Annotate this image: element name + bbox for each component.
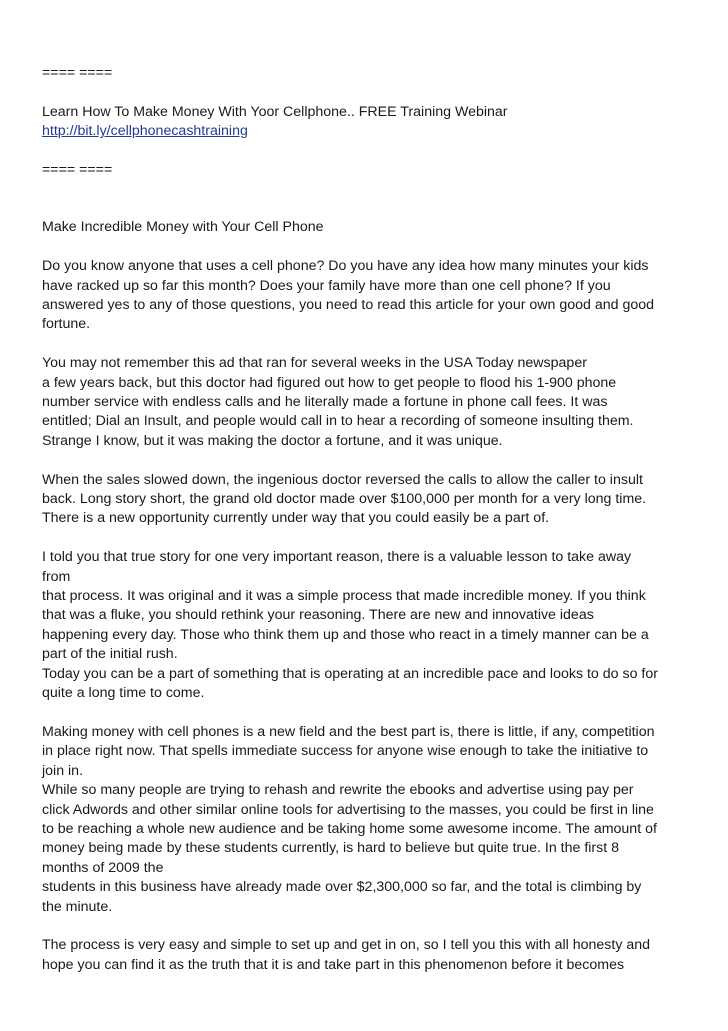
paragraph-line: You may not remember this ad that ran for several weeks in the USA Today newspaper xyxy=(42,355,587,372)
paragraph-line: students in this business have already made over $2,300,000 so far, and the total is climbing by xyxy=(42,879,642,896)
paragraph-line: fortune. xyxy=(42,316,91,333)
paragraph-line: There is a new opportunity currently under way that you could easily be a part of. xyxy=(42,510,550,527)
article-paragraph xyxy=(42,354,692,451)
promo-link[interactable]: http://bit.ly/cellphonecashtraining xyxy=(42,123,248,140)
article-paragraph xyxy=(42,936,692,975)
article-paragraph xyxy=(42,257,692,335)
paragraph-line: Do you know anyone that uses a cell phone? Do you have any idea how many minutes your kids xyxy=(42,258,649,275)
document-page xyxy=(42,64,692,975)
paragraph-line: back. Long story short, the grand old doctor made over $100,000 per month for a very long time. xyxy=(42,491,647,508)
spacer xyxy=(42,83,692,102)
separator-top: ==== ==== xyxy=(42,65,113,81)
paragraph-line: quite a long time to come. xyxy=(42,685,205,702)
article-body xyxy=(42,257,692,975)
paragraph-line: entitled; Dial an Insult, and people would call in to hear a recording of someone insulting them. xyxy=(42,413,634,430)
paragraph-line: that process. It was original and it was a simple process that made incredible money. If you think xyxy=(42,588,646,605)
paragraph-line: happening every day. Those who think them up and those who react in a timely manner can be a xyxy=(42,626,649,643)
paragraph-line: in place right now. That spells immediate success for anyone wise enough to take the initiative to xyxy=(42,743,649,760)
separator-bottom: ==== ==== xyxy=(42,162,113,178)
paragraph-line: part of the initial rush. xyxy=(42,646,178,663)
paragraph-line: I told you that true story for one very important reason, there is a valuable lesson to take away xyxy=(42,549,632,566)
paragraph-line: click Adwords and other similar online tools for advertising to the masses, you could be first in line xyxy=(42,801,654,818)
paragraph-line: from xyxy=(42,568,71,585)
paragraph-line: have racked up so far this month? Does your family have more than one cell phone? If you xyxy=(42,277,611,294)
paragraph-line: hope you can find it as the truth that it is and take part in this phenomenon before it becomes xyxy=(42,956,625,973)
paragraph-line: money being made by these students currently, is hard to believe but quite true. In the first 8 xyxy=(42,840,620,857)
article-paragraph xyxy=(42,471,692,529)
article-title: Make Incredible Money with Your Cell Phone xyxy=(42,219,324,236)
spacer xyxy=(42,238,692,257)
paragraph-line: Today you can be a part of something that is operating at an incredible pace and looks to do so for xyxy=(42,665,658,682)
paragraph-line: number service with endless calls and he literally made a fortune in phone call fees. It was xyxy=(42,394,608,411)
spacer xyxy=(42,142,692,161)
paragraph-line: While so many people are trying to rehash and rewrite the ebooks and advertise using pay per xyxy=(42,782,634,799)
paragraph-line: the minute. xyxy=(42,898,113,915)
paragraph-line: join in. xyxy=(42,762,84,779)
paragraph-line: Strange I know, but it was making the doctor a fortune, and it was unique. xyxy=(42,432,503,449)
spacer xyxy=(42,180,692,218)
paragraph-line: The process is very easy and simple to set up and get in on, so I tell you this with all honesty and xyxy=(42,937,651,954)
paragraph-line: to be reaching a whole new audience and be taking home some awesome income. The amount of xyxy=(42,820,657,837)
paragraph-line: a few years back, but this doctor had figured out how to get people to flood his 1-900 phone xyxy=(42,374,617,391)
paragraph-line: months of 2009 the xyxy=(42,859,164,876)
paragraph-line: When the sales slowed down, the ingenious doctor reversed the calls to allow the caller to insult xyxy=(42,471,643,488)
paragraph-line: answered yes to any of those questions, you need to read this article for your own good and good xyxy=(42,297,655,314)
promo-text: Learn How To Make Money With Yoor Cellphone.. FREE Training Webinar xyxy=(42,103,508,120)
paragraph-line: Making money with cell phones is a new field and the best part is, there is little, if any, competition xyxy=(42,723,655,740)
article-paragraph xyxy=(42,548,692,703)
article-paragraph xyxy=(42,723,692,917)
paragraph-line: that was a fluke, you should rethink your reasoning. There are new and innovative ideas xyxy=(42,607,594,624)
